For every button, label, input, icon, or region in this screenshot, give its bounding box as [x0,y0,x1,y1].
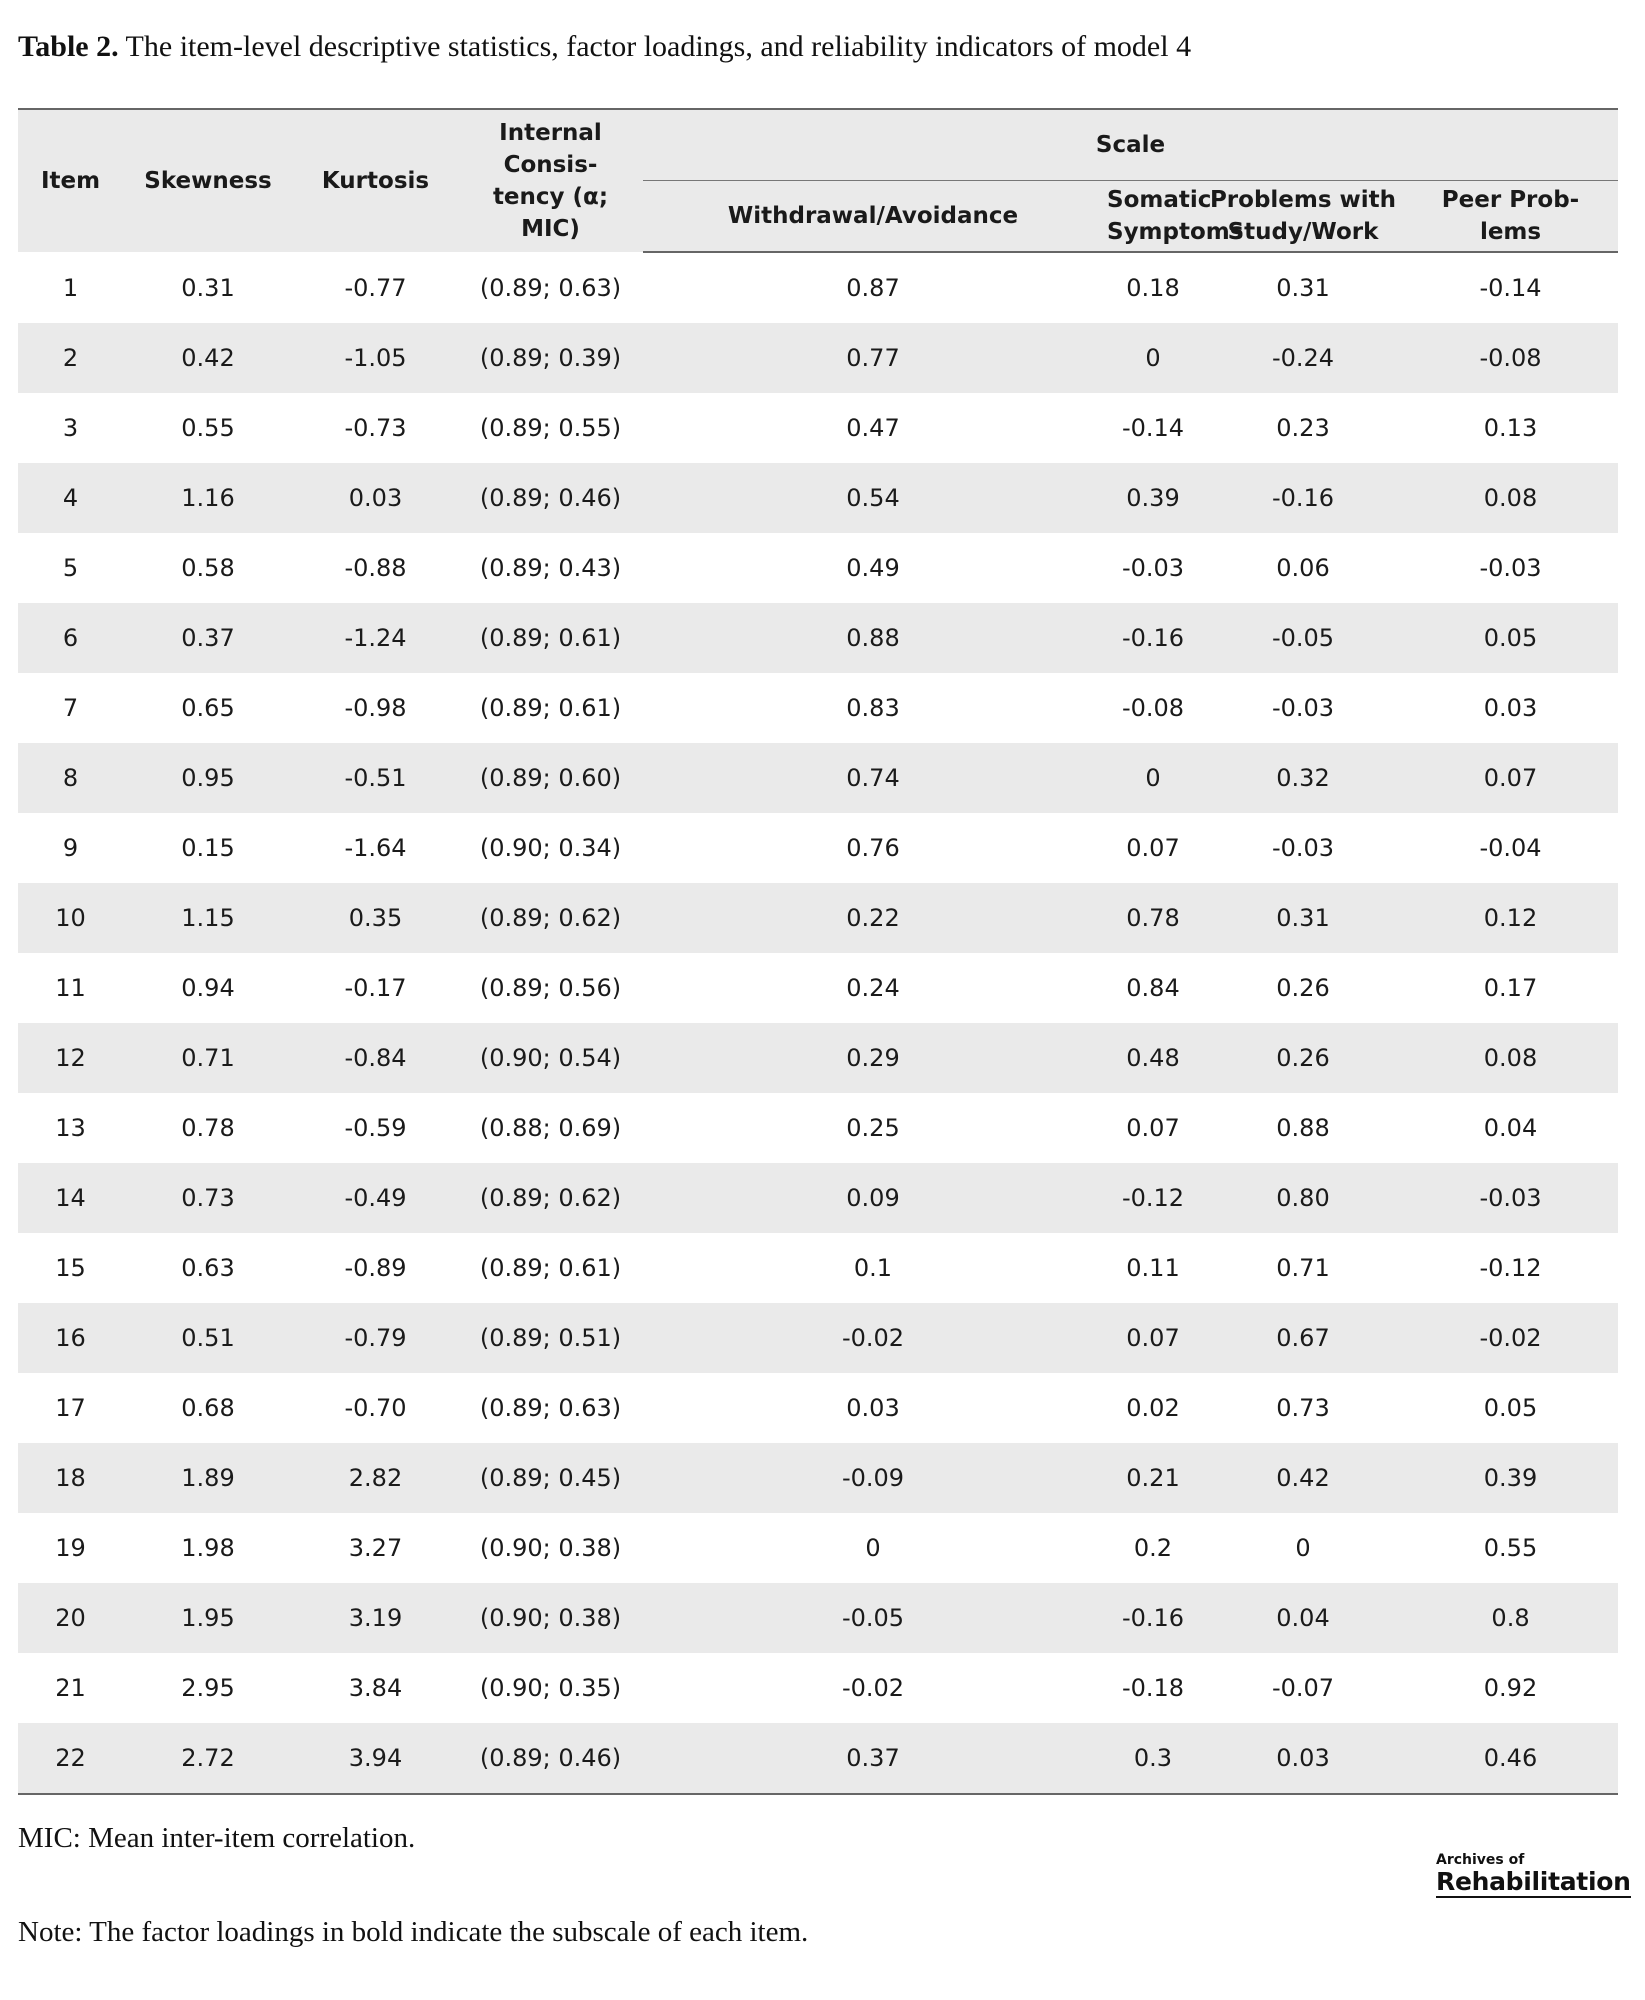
cell-kurtosis: 0.35 [293,883,458,953]
table-row [18,463,1618,533]
cell-peer: 0.07 [1403,743,1618,813]
cell-withdrawal: 0.76 [846,834,900,862]
cell-problems: 0.31 [1203,883,1403,953]
cell-somatic: 0 [1103,743,1203,813]
journal-logo-line2: Rehabilitation [1436,1867,1631,1896]
cell-peer: 0.8 [1403,1583,1618,1653]
cell-peer: 0.17 [1483,974,1538,1002]
header-item: Item [18,109,123,252]
cell-internal-consistency: (0.89; 0.63) [479,1394,622,1422]
header-somatic [1103,181,1244,253]
cell-peer: -0.12 [1479,1254,1542,1282]
cell-skewness: 1.16 [123,463,293,533]
cell-somatic: 0.3 [1103,1723,1203,1794]
header-peer-line1: Peer Prob- [1441,187,1580,213]
cell-skewness: 0.55 [181,414,235,442]
cell-item: 11 [55,974,86,1002]
cell-withdrawal: 0.87 [846,274,900,302]
cell-problems: -0.03 [1271,834,1335,862]
table-row [18,953,1618,1023]
cell-kurtosis: -0.73 [344,414,407,442]
table-caption-label: Table 2. [18,30,119,63]
cell-somatic: 0.48 [1103,1023,1203,1093]
cell-kurtosis: 3.27 [348,1534,403,1562]
header-internal-line1: Internal Consis- [499,120,602,178]
cell-internal-consistency: (0.89; 0.61) [479,1254,622,1282]
table-caption-text: The item-level descriptive statistics, factor loadings, and reliability indicators of model 4 [118,30,1192,63]
table-row [18,813,1618,883]
cell-withdrawal: -0.02 [841,1674,905,1702]
cell-somatic: 0.11 [1126,1254,1180,1282]
cell-withdrawal: 0.49 [846,554,900,582]
table-row [18,603,1618,673]
cell-problems: 0.03 [1203,1723,1403,1794]
cell-peer: -0.02 [1403,1303,1618,1373]
cell-peer: 0.08 [1403,1023,1618,1093]
cell-skewness: 0.73 [123,1163,293,1233]
header-kurtosis: Kurtosis [293,109,458,252]
header-skewness: Skewness [123,109,293,252]
cell-withdrawal: 0.09 [643,1163,1103,1233]
cell-skewness: 0.95 [123,743,293,813]
header-somatic-line2: Symptoms [1107,219,1244,245]
cell-internal-consistency: (0.89; 0.61) [479,694,622,722]
cell-peer: -0.04 [1479,834,1542,862]
cell-somatic: 0 [1103,323,1203,393]
cell-skewness: 1.89 [123,1443,293,1513]
cell-problems: -0.16 [1203,463,1403,533]
table-row [18,1233,1618,1303]
cell-internal-consistency: (0.89; 0.60) [458,743,643,813]
cell-kurtosis: 3.94 [293,1723,458,1794]
cell-kurtosis: -0.79 [293,1303,458,1373]
cell-problems: 0.73 [1276,1394,1330,1422]
cell-problems: 0.88 [1276,1114,1330,1142]
cell-item: 22 [18,1723,123,1794]
cell-withdrawal: -0.05 [643,1583,1103,1653]
footnote-mic: MIC: Mean inter-item correlation. [18,1822,416,1854]
cell-somatic: -0.12 [1103,1163,1203,1233]
cell-item: 6 [18,603,123,673]
header-internal-line2: tency (α; MIC) [492,184,609,242]
cell-peer: 0.08 [1403,463,1618,533]
cell-somatic: -0.16 [1103,603,1203,673]
cell-skewness: 0.42 [123,323,293,393]
cell-problems: 0.32 [1203,743,1403,813]
table-row [18,1373,1618,1443]
cell-withdrawal: 0.88 [643,603,1103,673]
cell-internal-consistency: (0.89; 0.63) [479,273,622,302]
header-somatic-line1: Somatic [1107,187,1212,213]
table-caption [18,30,1618,64]
cell-peer: 0.03 [1483,694,1538,722]
cell-problems: 0.31 [1276,274,1330,302]
cell-skewness: 1.95 [123,1583,293,1653]
cell-skewness: 0.37 [123,603,293,673]
cell-problems: 0.71 [1276,1254,1330,1282]
cell-kurtosis: -0.88 [344,554,407,582]
cell-skewness: 0.51 [123,1303,293,1373]
cell-item: 3 [62,414,79,442]
cell-internal-consistency: (0.89; 0.51) [458,1303,643,1373]
cell-item: 13 [55,1114,86,1142]
cell-internal-consistency: (0.89; 0.43) [479,554,622,582]
cell-item: 14 [18,1163,123,1233]
cell-kurtosis: -1.64 [344,834,407,862]
cell-kurtosis: -0.70 [344,1394,407,1422]
table-row [18,1023,1618,1093]
cell-item: 9 [62,834,79,862]
cell-withdrawal: 0.54 [643,463,1103,533]
cell-somatic: 0.18 [1126,274,1180,302]
cell-peer: 0.39 [1403,1443,1618,1513]
cell-problems: -0.07 [1271,1674,1335,1702]
cell-withdrawal: 0.83 [846,694,900,722]
cell-somatic: -0.18 [1121,1674,1185,1702]
journal-logo [1436,1852,1631,1898]
cell-withdrawal: 0 [865,1534,881,1562]
cell-problems: 0.23 [1276,414,1330,442]
cell-skewness: 1.98 [181,1534,235,1562]
cell-item: 18 [18,1443,123,1513]
cell-internal-consistency: (0.90; 0.38) [458,1583,643,1653]
cell-withdrawal: 0.22 [643,883,1103,953]
cell-skewness: 0.78 [181,1114,235,1142]
cell-kurtosis: -0.89 [344,1254,407,1282]
cell-kurtosis: -0.51 [293,743,458,813]
cell-somatic: 0.07 [1126,1114,1180,1142]
cell-problems: 0.80 [1203,1163,1403,1233]
cell-problems: -0.24 [1203,323,1403,393]
cell-somatic: 0.07 [1126,834,1180,862]
cell-internal-consistency: (0.89; 0.62) [458,1163,643,1233]
header-scale: Scale [643,109,1618,181]
cell-kurtosis: -0.84 [293,1023,458,1093]
cell-peer: 0.12 [1403,883,1618,953]
table-row [18,323,1618,393]
header-internal-consistency [458,109,643,252]
cell-skewness: 0.68 [181,1394,235,1422]
cell-problems: 0.26 [1203,1023,1403,1093]
cell-internal-consistency: (0.89; 0.61) [458,603,643,673]
cell-somatic: -0.14 [1121,414,1185,442]
cell-kurtosis: -1.05 [293,323,458,393]
cell-peer: 0.05 [1403,603,1618,673]
cell-somatic: 0.78 [1103,883,1203,953]
cell-withdrawal: 0.25 [846,1114,900,1142]
cell-problems: 0 [1295,1534,1311,1562]
table-row [18,1093,1618,1163]
cell-somatic: 0.2 [1133,1534,1173,1562]
cell-kurtosis: 3.19 [293,1583,458,1653]
header-problems [1203,181,1403,253]
cell-peer: 0.92 [1483,1674,1538,1702]
cell-skewness: 2.95 [181,1674,235,1702]
cell-skewness: 0.58 [181,554,235,582]
cell-item: 2 [18,323,123,393]
cell-internal-consistency: (0.88; 0.69) [479,1114,622,1142]
cell-kurtosis: -0.49 [293,1163,458,1233]
cell-internal-consistency: (0.89; 0.46) [458,463,643,533]
journal-logo-line1: Archives of [1436,1852,1525,1868]
cell-withdrawal: -0.09 [643,1443,1103,1513]
cell-kurtosis: -0.59 [344,1114,407,1142]
table-row [18,1513,1618,1583]
cell-somatic: -0.08 [1121,694,1185,722]
cell-problems: -0.05 [1203,603,1403,673]
table-row [18,1303,1618,1373]
table-row [18,393,1618,463]
cell-skewness: 0.94 [181,974,235,1002]
cell-internal-consistency: (0.90; 0.38) [479,1534,622,1562]
cell-item: 15 [55,1254,86,1282]
cell-problems: 0.26 [1276,974,1330,1002]
cell-peer: 0.46 [1403,1723,1618,1794]
cell-skewness: 0.31 [181,273,235,302]
header-problems-line2: Study/Work [1227,219,1379,245]
cell-peer: -0.03 [1403,1163,1618,1233]
cell-peer: 0.13 [1483,414,1538,442]
cell-somatic: 0.21 [1103,1443,1203,1513]
cell-problems: 0.06 [1276,554,1330,582]
cell-internal-consistency: (0.89; 0.45) [458,1443,643,1513]
cell-problems: 0.04 [1203,1583,1403,1653]
cell-internal-consistency: (0.89; 0.55) [479,414,622,442]
cell-item: 5 [62,554,79,582]
statistics-table [18,108,1618,1795]
cell-withdrawal: 0.24 [846,974,900,1002]
cell-item: 4 [18,463,123,533]
cell-problems: -0.03 [1271,694,1335,722]
table-row [18,883,1618,953]
cell-withdrawal: 0.37 [643,1723,1103,1794]
table-row [18,1163,1618,1233]
cell-withdrawal: 0.29 [643,1023,1103,1093]
cell-kurtosis: -0.98 [344,694,407,722]
cell-somatic: 0.84 [1126,974,1180,1002]
cell-somatic: 0.07 [1103,1303,1203,1373]
cell-item: 19 [55,1534,86,1562]
cell-item: 7 [62,694,79,722]
cell-internal-consistency: (0.90; 0.35) [479,1674,622,1702]
cell-skewness: 0.71 [123,1023,293,1093]
cell-peer: 0.55 [1483,1534,1538,1562]
cell-internal-consistency: (0.89; 0.56) [479,974,622,1002]
cell-skewness: 1.15 [123,883,293,953]
header-withdrawal: Withdrawal/Avoidance [643,181,1103,253]
cell-skewness: 0.15 [181,834,235,862]
header-peer [1403,181,1618,253]
cell-item: 20 [18,1583,123,1653]
cell-kurtosis: -0.77 [344,273,407,302]
cell-item: 10 [18,883,123,953]
cell-skewness: 0.65 [181,694,235,722]
cell-internal-consistency: (0.89; 0.46) [458,1723,643,1794]
cell-item: 1 [62,273,79,302]
cell-skewness: 2.72 [123,1723,293,1794]
cell-item: 21 [55,1674,86,1702]
cell-skewness: 0.63 [181,1254,235,1282]
table-row [18,533,1618,603]
table-row [18,1443,1618,1513]
cell-somatic: -0.03 [1121,554,1185,582]
cell-kurtosis: -1.24 [293,603,458,673]
cell-internal-consistency: (0.89; 0.39) [458,323,643,393]
cell-peer: -0.14 [1479,274,1542,302]
cell-withdrawal: 0.77 [643,323,1103,393]
cell-withdrawal: 0.03 [846,1394,900,1422]
cell-internal-consistency: (0.89; 0.62) [458,883,643,953]
footnote-note: Note: The factor loadings in bold indicate the subscale of each item. [18,1916,809,1948]
cell-withdrawal: 0.74 [643,743,1103,813]
table-body [18,252,1618,1794]
cell-problems: 0.67 [1203,1303,1403,1373]
header-peer-line2: lems [1479,219,1542,245]
cell-problems: 0.42 [1203,1443,1403,1513]
cell-somatic: 0.02 [1126,1394,1180,1422]
cell-peer: 0.04 [1483,1114,1538,1142]
table-row [18,673,1618,743]
cell-internal-consistency: (0.90; 0.54) [458,1023,643,1093]
cell-kurtosis: 2.82 [293,1443,458,1513]
cell-somatic: -0.16 [1103,1583,1203,1653]
cell-somatic: 0.39 [1103,463,1203,533]
cell-peer: 0.05 [1483,1394,1538,1422]
cell-peer: -0.08 [1403,323,1618,393]
header-problems-line1: Problems with [1209,187,1397,213]
table-row [18,1583,1618,1653]
cell-item: 8 [18,743,123,813]
cell-peer: -0.03 [1479,554,1542,582]
cell-internal-consistency: (0.90; 0.34) [479,834,622,862]
table-row [18,743,1618,813]
table-row [18,1653,1618,1723]
table-row [18,1723,1618,1794]
table-row [18,252,1618,323]
cell-item: 17 [55,1394,86,1422]
cell-kurtosis: 0.03 [293,463,458,533]
cell-kurtosis: 3.84 [348,1674,403,1702]
cell-withdrawal: 0.47 [846,414,900,442]
cell-withdrawal: 0.1 [853,1254,893,1282]
cell-item: 12 [18,1023,123,1093]
table-header [18,109,1618,252]
cell-item: 16 [18,1303,123,1373]
cell-kurtosis: -0.17 [344,974,407,1002]
cell-withdrawal: -0.02 [643,1303,1103,1373]
